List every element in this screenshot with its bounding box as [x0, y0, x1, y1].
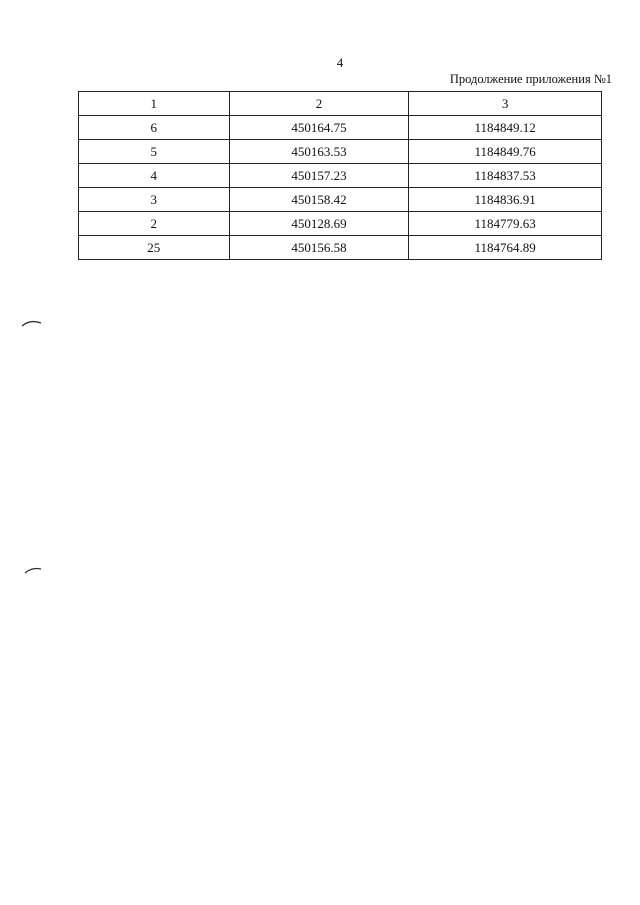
table-row	[79, 164, 602, 188]
table-row	[79, 140, 602, 164]
y-coordinate-cell: 1184779.63	[409, 212, 602, 236]
y-coordinate-cell: 1184849.76	[409, 140, 602, 164]
y-coordinate-cell: 1184764.89	[409, 236, 602, 260]
x-coordinate-cell: 450164.75	[229, 116, 409, 140]
x-coordinate-cell: 450156.58	[229, 236, 409, 260]
y-coordinate-cell: 1184836.91	[409, 188, 602, 212]
y-coordinate-cell: 1184849.12	[409, 116, 602, 140]
point-number-cell: 25	[79, 236, 230, 260]
table-header-row	[79, 92, 602, 116]
scan-mark-lower	[22, 563, 46, 577]
point-number-cell: 2	[79, 212, 230, 236]
x-coordinate-cell: 450157.23	[229, 164, 409, 188]
y-coordinate-cell: 1184837.53	[409, 164, 602, 188]
page-number: 4	[336, 55, 344, 70]
column-header-1: 1	[79, 92, 230, 116]
point-number-cell: 4	[79, 164, 230, 188]
x-coordinate-cell: 450163.53	[229, 140, 409, 164]
table-row	[79, 212, 602, 236]
x-coordinate-cell: 450128.69	[229, 212, 409, 236]
column-header-2: 2	[229, 92, 409, 116]
scan-mark-upper	[20, 316, 44, 330]
column-header-3: 3	[409, 92, 602, 116]
table-row	[79, 188, 602, 212]
point-number-cell: 3	[79, 188, 230, 212]
point-number-cell: 6	[79, 116, 230, 140]
point-number-cell: 5	[79, 140, 230, 164]
appendix-continuation-label: Продолжение приложения №1	[449, 72, 612, 86]
coordinates-table	[78, 91, 602, 260]
x-coordinate-cell: 450158.42	[229, 188, 409, 212]
table-row	[79, 236, 602, 260]
table-row	[79, 116, 602, 140]
